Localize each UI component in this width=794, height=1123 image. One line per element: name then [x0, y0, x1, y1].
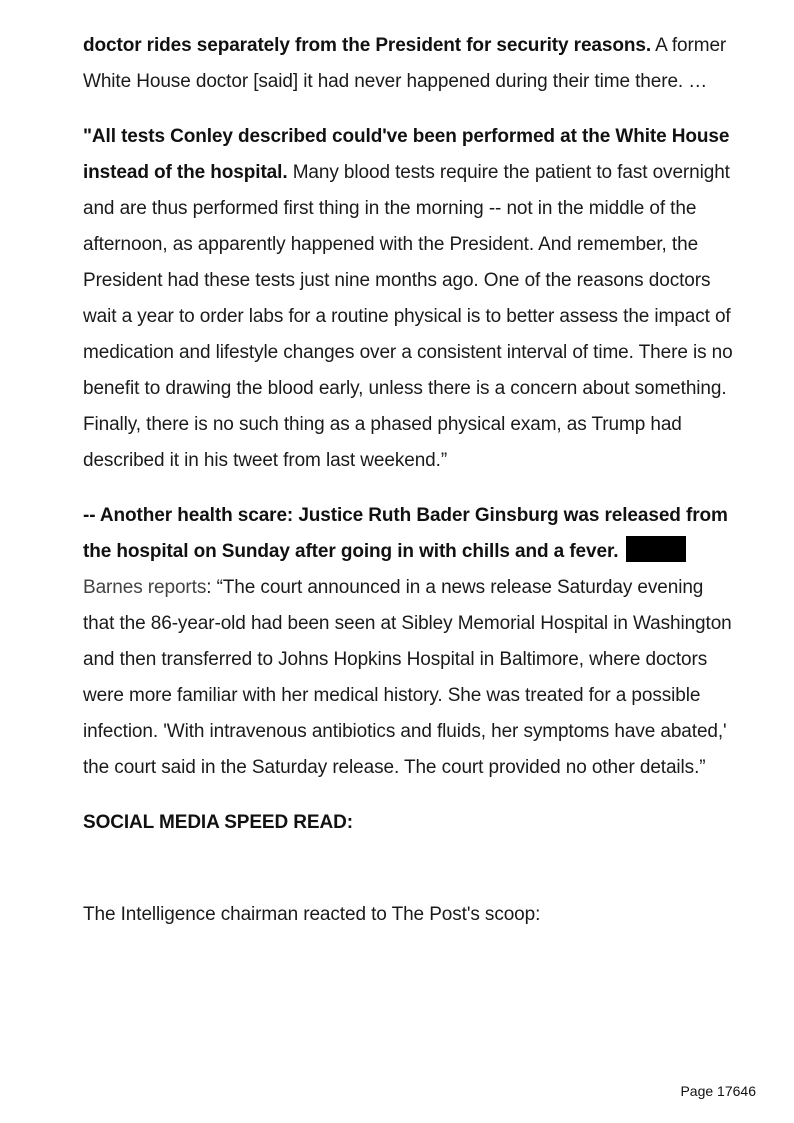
- bold-lead: "All tests Conley described could've been performed at the White House instead of the hospital.: [83, 126, 730, 183]
- document-body: [83, 28, 733, 933]
- paragraph-text: A former White House doctor [said] it had never happened during their time there. …: [83, 35, 727, 92]
- paragraph-intelligence: The Intelligence chairman reacted to The Post's scoop:: [83, 904, 541, 925]
- paragraph-tests: [83, 119, 733, 479]
- bold-lead: -- Another health scare: Justice Ruth Bader Ginsburg was released from the hospital on Sunday after going in with chills and a fever.: [83, 505, 728, 562]
- bold-lead: doctor rides separately from the President for security reasons.: [83, 35, 652, 56]
- section-heading: SOCIAL MEDIA SPEED READ:: [83, 812, 353, 833]
- paragraph-doctor: [83, 28, 733, 100]
- paragraph-text: Many blood tests require the patient to fast overnight and are thus performed first thing in the morning -- not in the middle of the afternoon, as apparently happened with the President. And remember, the President had these tests just nine months ago. One of the reasons doctors wait a year to order labs for a routine physical is to better assess the impact of medication and lifestyle changes over a consistent interval of time. There is no benefit to drawing the blood early, unless there is a concern about something. Finally, there is no such thing as a phased physical exam, as Trump had described it in his tweet from last weekend.”: [83, 162, 733, 471]
- paragraph-ginsburg: [83, 498, 733, 786]
- redaction-box: [626, 536, 686, 562]
- page-number: Page 17646: [680, 1083, 756, 1099]
- barnes-reports-link[interactable]: Barnes reports: [83, 577, 207, 598]
- paragraph-text: : “The court announced in a news release Saturday evening that the 86-year-old had been seen at Sibley Memorial Hospital in Washington and then transferred to Johns Hopkins Hospital in Baltimore, where doctors were more familiar with her medical history. She was treated for a possible infection. 'With intravenous antibiotics and fluids, her symptoms have abated,' the court said in the Saturday release. The court provided no other details.”: [83, 577, 732, 778]
